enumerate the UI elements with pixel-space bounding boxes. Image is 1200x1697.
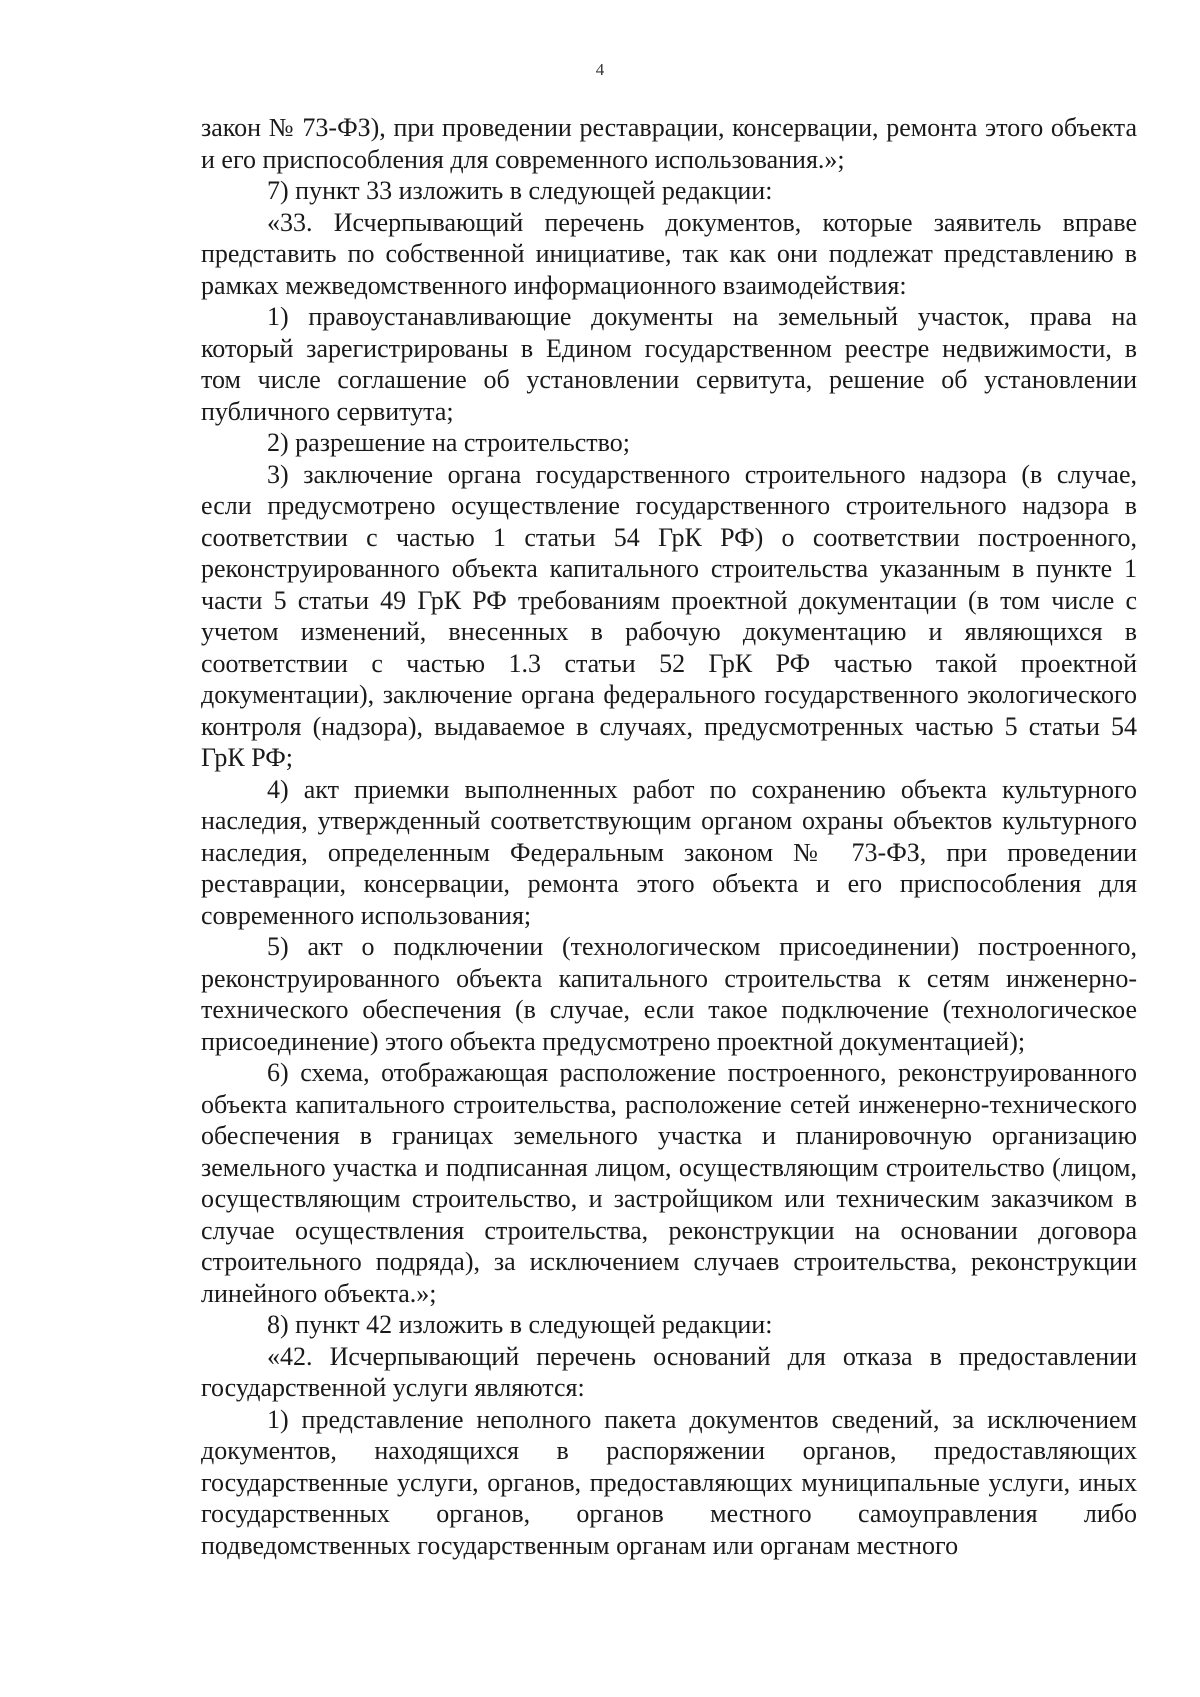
paragraph-clause-42: «42. Исчерпывающий перечень оснований для отказа в предоставлении государственной услуги являются: bbox=[201, 1341, 1137, 1402]
list-item-5: 5) акт о подключении (технологическом присоединении) построенного, реконструированного объекта капитального строительства к сетям инженерно-технического обеспечения (в случае, если такое подключение (технологическое присоединение) этого объекта предусмотрено проектной документацией); bbox=[201, 932, 1137, 1056]
list-item-2: 2) разрешение на строительство; bbox=[267, 428, 630, 457]
paragraph-continuation: закон № 73-ФЗ), при проведении реставрации, консервации, ремонта этого объекта и его приспособления для современного использования.»; bbox=[201, 113, 1137, 174]
paragraph-item-8: 8) пункт 42 изложить в следующей редакции: bbox=[267, 1310, 773, 1339]
list-item-6: 6) схема, отображающая расположение построенного, реконструированного объекта капитального строительства, расположение сетей инженерно-технического обеспечения в границах земельного участка и планировочную организацию земельного участка и подписанная лицом, осуществляющим строительство (лицом, осуществляющим строительство, и застройщиком или техническим заказчиком в случае осуществления строительства, реконструкции на основании договора строительного подряда), за исключением случаев строительства, реконструкции линейного объекта.»; bbox=[201, 1058, 1137, 1308]
page-number: 4 bbox=[595, 60, 605, 79]
list-item-4: 4) акт приемки выполненных работ по сохранению объекта культурного наследия, утвержденный соответствующим органом охраны объектов культурного наследия, определенным Федеральным законом № 73-ФЗ, при проведении реставрации, консервации, ремонта этого объекта и его приспособления для современного использования; bbox=[201, 774, 1137, 930]
list-item-3: 3) заключение органа государственного строительного надзора (в случае, если предусмотрено осуществление государственного строительного надзора в соответствии с частью 1 статьи 54 ГрК РФ) о соответствии построенного, реконструированного объекта капитального строительства указанным в пункте 1 части 5 статьи 49 ГрК РФ требованиям проектной документации (в том числе с учетом изменений, внесенных в рабочую документацию и являющихся в соответствии с частью 1.3 статьи 52 ГрК РФ частью такой проектной документации), заключение органа федерального государственного экологического контроля (надзора), выдаваемое в случаях, предусмотренных частью 5 статьи 54 ГрК РФ; bbox=[201, 459, 1137, 772]
paragraph-item-7: 7) пункт 33 изложить в следующей редакции: bbox=[267, 176, 773, 205]
paragraph-clause-33: «33. Исчерпывающий перечень документов, которые заявитель вправе представить по собственной инициативе, так как они подлежат представлению в рамках межведомственного информационного взаимодействия: bbox=[201, 207, 1137, 300]
document-body bbox=[201, 112, 1137, 1561]
list-item-1-refusal: 1) представление неполного пакета документов сведений, за исключением документов, находящихся в распоряжении органов, предоставляющих государственные услуги, органов, предоставляющих муниципальные услуги, иных государственных органов, органов местного самоуправления либо подведомственных государственным органам или органам местного bbox=[201, 1404, 1137, 1560]
list-item-1: 1) правоустанавливающие документы на земельный участок, права на который зарегистрированы в Едином государственном реестре недвижимости, в том числе соглашение об установлении сервитута, решение об установлении публичного сервитута; bbox=[201, 302, 1137, 426]
